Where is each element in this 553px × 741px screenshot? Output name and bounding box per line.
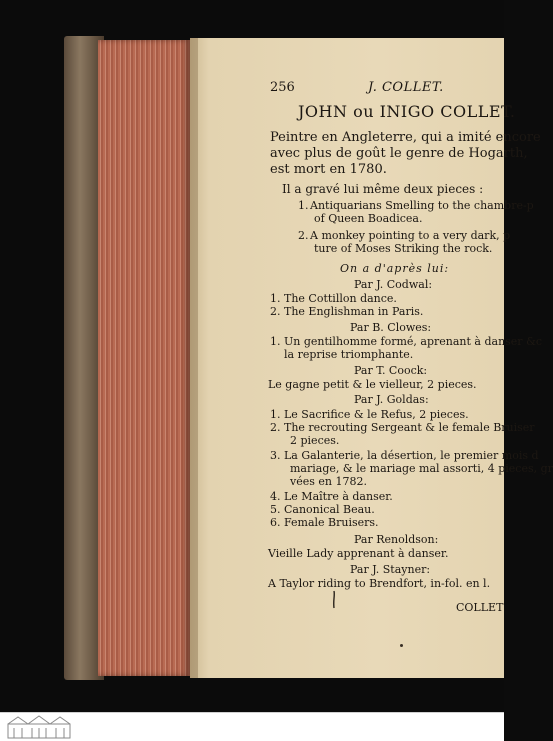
item-line: Vieille Lady apprenant à danser. — [268, 547, 449, 560]
item-line: The Englishman in Paris. — [284, 305, 424, 318]
item-number: 3. — [270, 449, 281, 462]
page-number: 256 — [270, 80, 295, 95]
book-page — [190, 38, 553, 678]
item-line: Canonical Beau. — [284, 503, 375, 516]
engraver-heading: Par J. Stayner: — [350, 563, 431, 576]
engraved-intro: Il a gravé lui même deux pieces : — [282, 182, 484, 196]
item-line: Antiquarians Smelling to the chambre-p — [310, 199, 534, 212]
item-number: 1. — [270, 292, 281, 305]
intro-line: avec plus de goût le genre de Hogarth, — [270, 146, 528, 161]
engraver-heading: Par J. Goldas: — [354, 393, 429, 406]
item-line: Le Maître à danser. — [284, 490, 393, 503]
item-line: 2 pieces. — [290, 434, 340, 447]
item-number: 2. — [270, 421, 281, 434]
item-line: Le gagne petit & le vielleur, 2 pieces. — [268, 378, 477, 391]
engraver-heading: Par J. Codwal: — [354, 278, 433, 291]
running-head: J. COLLET. — [368, 80, 444, 95]
page-edges — [98, 40, 190, 676]
intro-line: Peintre en Angleterre, qui a imité encore — [270, 130, 541, 145]
item-number: 4. — [270, 490, 281, 503]
ink-dot — [400, 644, 403, 647]
item-number: 5. — [270, 503, 281, 516]
entry-title: JOHN ou INIGO COLLET. — [298, 102, 516, 121]
item-line: La Galanterie, la désertion, le premier mois d — [284, 449, 539, 462]
ink-mark — [330, 590, 338, 610]
item-line: Un gentilhomme formé, aprenant à danser &c — [284, 335, 543, 348]
catchword: COLLET — [456, 601, 504, 614]
item-line: mariage, & le mariage mal assorti, 4 pieces, gr — [290, 462, 553, 475]
item-line: A monkey pointing to a very dark, p — [310, 229, 511, 242]
item-number: 2. — [270, 305, 281, 318]
engraver-heading: Par T. Coock: — [354, 364, 428, 377]
item-number: 1. — [270, 408, 281, 421]
item-number: 1. — [298, 199, 309, 212]
item-line: la reprise triomphante. — [284, 348, 414, 361]
footer-bar — [0, 712, 504, 741]
intro-line: est mort en 1780. — [270, 162, 387, 177]
item-line: Female Bruisers. — [284, 516, 379, 529]
engraver-heading: Par Renoldson: — [354, 533, 439, 546]
after-heading: On a d'après lui: — [340, 262, 450, 275]
item-line: Le Sacrifice & le Refus, 2 pieces. — [284, 408, 469, 421]
item-line: ture of Moses Striking the rock. — [314, 242, 493, 255]
page-gutter-shadow — [190, 38, 198, 678]
item-line: A Taylor riding to Brendfort, in-fol. en l. — [268, 577, 491, 590]
item-line: The Cottillon dance. — [284, 292, 397, 305]
item-line: The recrouting Sergeant & le female Bruiser — [284, 421, 535, 434]
item-line: vées en 1782. — [290, 475, 367, 488]
library-building-icon — [6, 714, 72, 740]
item-number: 1. — [270, 335, 281, 348]
item-number: 2. — [298, 229, 309, 242]
item-number: 6. — [270, 516, 281, 529]
item-line: of Queen Boadicea. — [314, 212, 423, 225]
engraver-heading: Par B. Clowes: — [350, 321, 432, 334]
